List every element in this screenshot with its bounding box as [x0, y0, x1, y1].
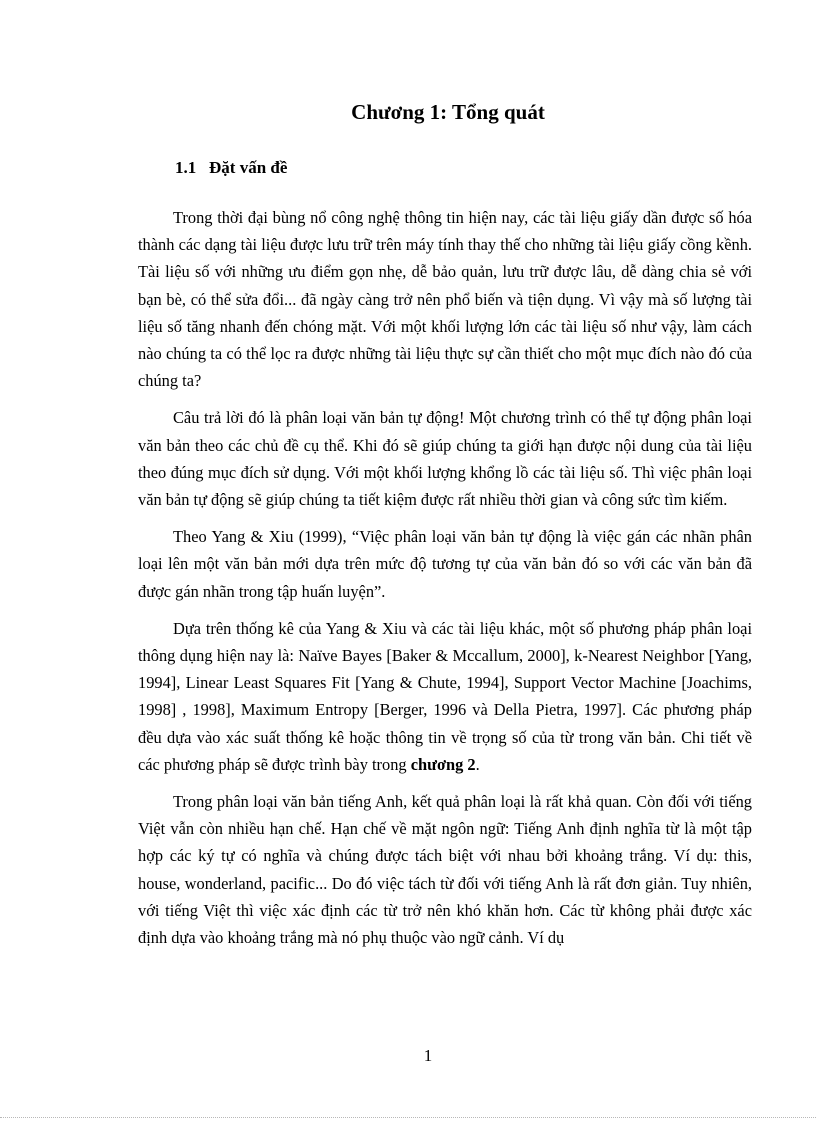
page-number: 1: [423, 1046, 433, 1065]
section-title: Đặt vấn đề: [209, 158, 288, 177]
paragraph-1: Trong thời đại bùng nổ công nghệ thông tin hiện nay, các tài liệu giấy dần được số hóa thành các dạng tài liệu được lưu trữ trên máy tính thay thế cho những tài liệu giấy cồng kềnh. Tài liệu số với những ưu điểm gọn nhẹ, dễ bảo quản, lưu trữ được lâu, dễ dàng chia sẻ với bạn bè, có thể sửa đổi... đã ngày càng trở nên phổ biến và tiện dụng. Vì vậy mà số lượng tài liệu số tăng nhanh đến chóng mặt. Với một khối lượng lớn các tài liệu số như vậy, làm cách nào chúng ta có thể lọc ra được những tài liệu thực sự cần thiết cho một mục đích nào đó của chúng ta?: [138, 208, 752, 391]
chapter-title: Chương 1: Tổng quát: [351, 100, 545, 124]
page-bottom-divider: [0, 1117, 816, 1118]
paragraph-4: [138, 615, 752, 778]
paragraph-4-end: .: [475, 754, 480, 774]
section-number: 1.1: [175, 158, 197, 177]
chapter-reference: chương 2: [410, 754, 476, 774]
paragraph-4-text: Dựa trên thống kê của Yang & Xiu và các tài liệu khác, một số phương pháp phân loại thông dụng hiện nay là: Naïve Bayes [Baker & Mccallum, 2000], k-Nearest Neighbor [Yang, 1994], Linear Least Squares Fit [Yang & Chute, 1994], Support Vector Machine [Joachims, 1998] , 1998], Maximum Entropy [Berger, 1996 và Della Pietra, 1997]. Các phương pháp đều dựa vào xác suất thống kê hoặc thông tin về trọng số của từ trong văn bản. Chi tiết về các phương pháp sẽ được trình bày trong: [138, 618, 752, 774]
section-heading: [175, 158, 287, 178]
paragraph-3: Theo Yang & Xiu (1999), “Việc phân loại văn bản tự động là việc gán các nhãn phân loại lên một văn bản mới dựa trên mức độ tương tự của văn bản đó so với các văn bản đã được gán nhãn trong tập huấn luyện”.: [138, 527, 752, 601]
body-text: [138, 204, 752, 961]
paragraph-2: Câu trả lời đó là phân loại văn bản tự động! Một chương trình có thể tự động phân loại văn bản theo các chủ đề cụ thể. Khi đó sẽ giúp chúng ta giới hạn được nội dung của tài liệu theo đúng mục đích sử dụng. Với một khối lượng khổng lồ các tài liệu số. Thì việc phân loại văn bản tự động sẽ giúp chúng ta tiết kiệm được rất nhiều thời gian và công sức tìm kiếm.: [138, 408, 752, 510]
paragraph-5: Trong phân loại văn bản tiếng Anh, kết quả phân loại là rất khả quan. Còn đối với tiếng Việt vẫn còn nhiều hạn chế. Hạn chế về mặt ngôn ngữ: Tiếng Anh định nghĩa từ là một tập hợp các ký tự có nghĩa và chúng được tách biệt với nhau bởi khoảng trắng. Ví dụ: this, house, wonderland, pacific... Do đó việc tách từ đối với tiếng Anh là rất đơn giản. Tuy nhiên, với tiếng Việt thì việc xác định các từ trở nên khó khăn hơn. Các từ không phải được xác định dựa vào khoảng trắng mà nó phụ thuộc vào ngữ cảnh. Ví dụ: [138, 792, 752, 948]
